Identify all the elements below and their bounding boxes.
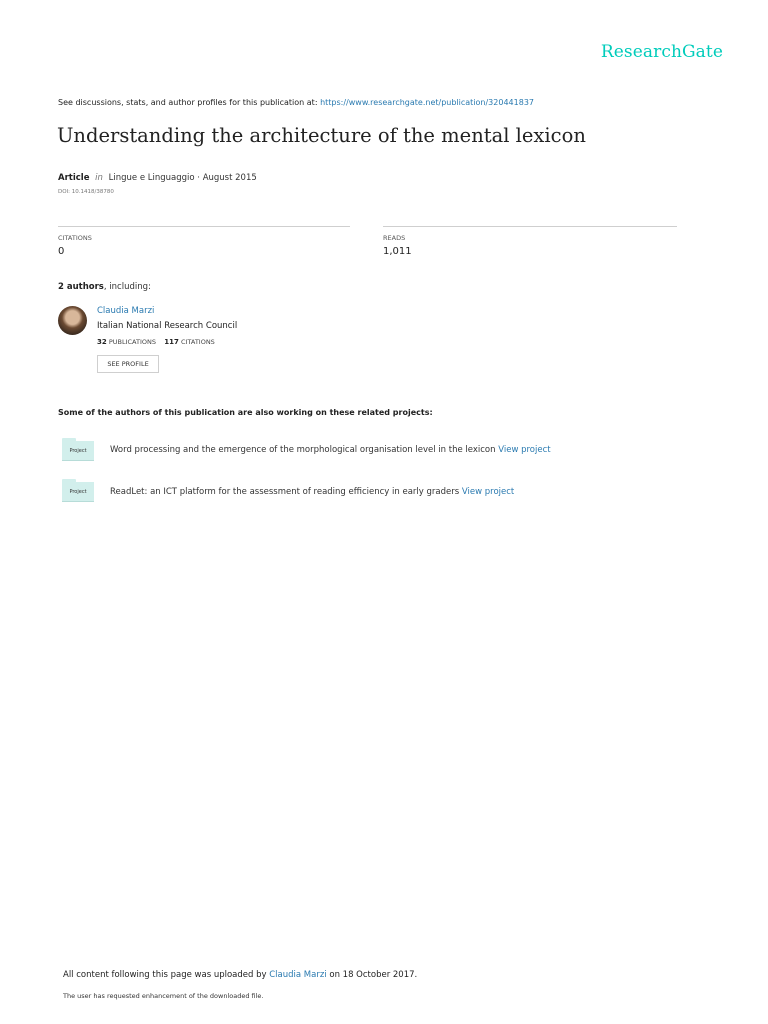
see-discussions-line	[58, 98, 534, 107]
project-item	[110, 487, 514, 497]
citations-label: CITATIONS	[58, 234, 92, 242]
reads-divider	[383, 226, 677, 227]
publication-meta	[58, 173, 257, 183]
publication-type: Article	[58, 173, 90, 183]
reads-label: READS	[383, 234, 406, 242]
reads-value: 1,011	[383, 246, 412, 257]
citations-value: 0	[58, 246, 65, 257]
authors-including: , including:	[103, 282, 151, 292]
author-stats	[97, 338, 215, 346]
author-citations-count: 117	[164, 338, 179, 346]
related-projects-heading: Some of the authors of this publication are also working on these related projects:	[58, 408, 433, 417]
in-word: in	[95, 173, 103, 183]
upload-prefix: All content following this page was uploaded by	[63, 970, 267, 980]
project-folder-icon[interactable]	[62, 479, 94, 501]
publication-url-link[interactable]: https://www.researchgate.net/publication/320441837	[320, 98, 534, 107]
author-publications-count: 32	[97, 338, 107, 346]
view-project-link[interactable]: View project	[498, 445, 551, 455]
uploader-link[interactable]: Claudia Marzi	[269, 970, 327, 980]
journal-and-date: Lingue e Linguaggio · August 2015	[108, 173, 257, 183]
see-discussions-text: See discussions, stats, and author profiles for this publication at:	[58, 98, 318, 107]
enhancement-note: The user has requested enhancement of the downloaded file.	[63, 992, 264, 1000]
upload-suffix: on 18 October 2017.	[329, 970, 418, 980]
publication-title: Understanding the architecture of the mental lexicon	[57, 124, 586, 147]
folder-label: Project	[62, 441, 94, 460]
project-description: ReadLet: an ICT platform for the assessment of reading efficiency in early graders	[110, 487, 460, 497]
author-citations-label: CITATIONS	[180, 338, 215, 346]
doi-text: DOI: 10.1418/38780	[58, 189, 114, 195]
author-institution: Italian National Research Council	[97, 321, 238, 331]
researchgate-logo[interactable]: ResearchGate	[600, 42, 723, 62]
avatar[interactable]	[58, 306, 87, 335]
project-folder-icon[interactable]	[62, 438, 94, 460]
citations-divider	[58, 226, 350, 227]
view-project-link[interactable]: View project	[461, 487, 515, 497]
project-item	[110, 445, 551, 455]
author-name-link[interactable]: Claudia Marzi	[97, 306, 155, 316]
project-description: Word processing and the emergence of the morphological organisation level in the lexicon	[110, 445, 496, 455]
authors-count: 2 authors	[58, 282, 104, 292]
upload-note	[63, 970, 417, 980]
author-publications-label: PUBLICATIONS	[108, 338, 156, 346]
see-profile-button[interactable]: SEE PROFILE	[97, 355, 159, 373]
folder-label: Project	[62, 482, 94, 501]
authors-heading	[58, 282, 151, 292]
